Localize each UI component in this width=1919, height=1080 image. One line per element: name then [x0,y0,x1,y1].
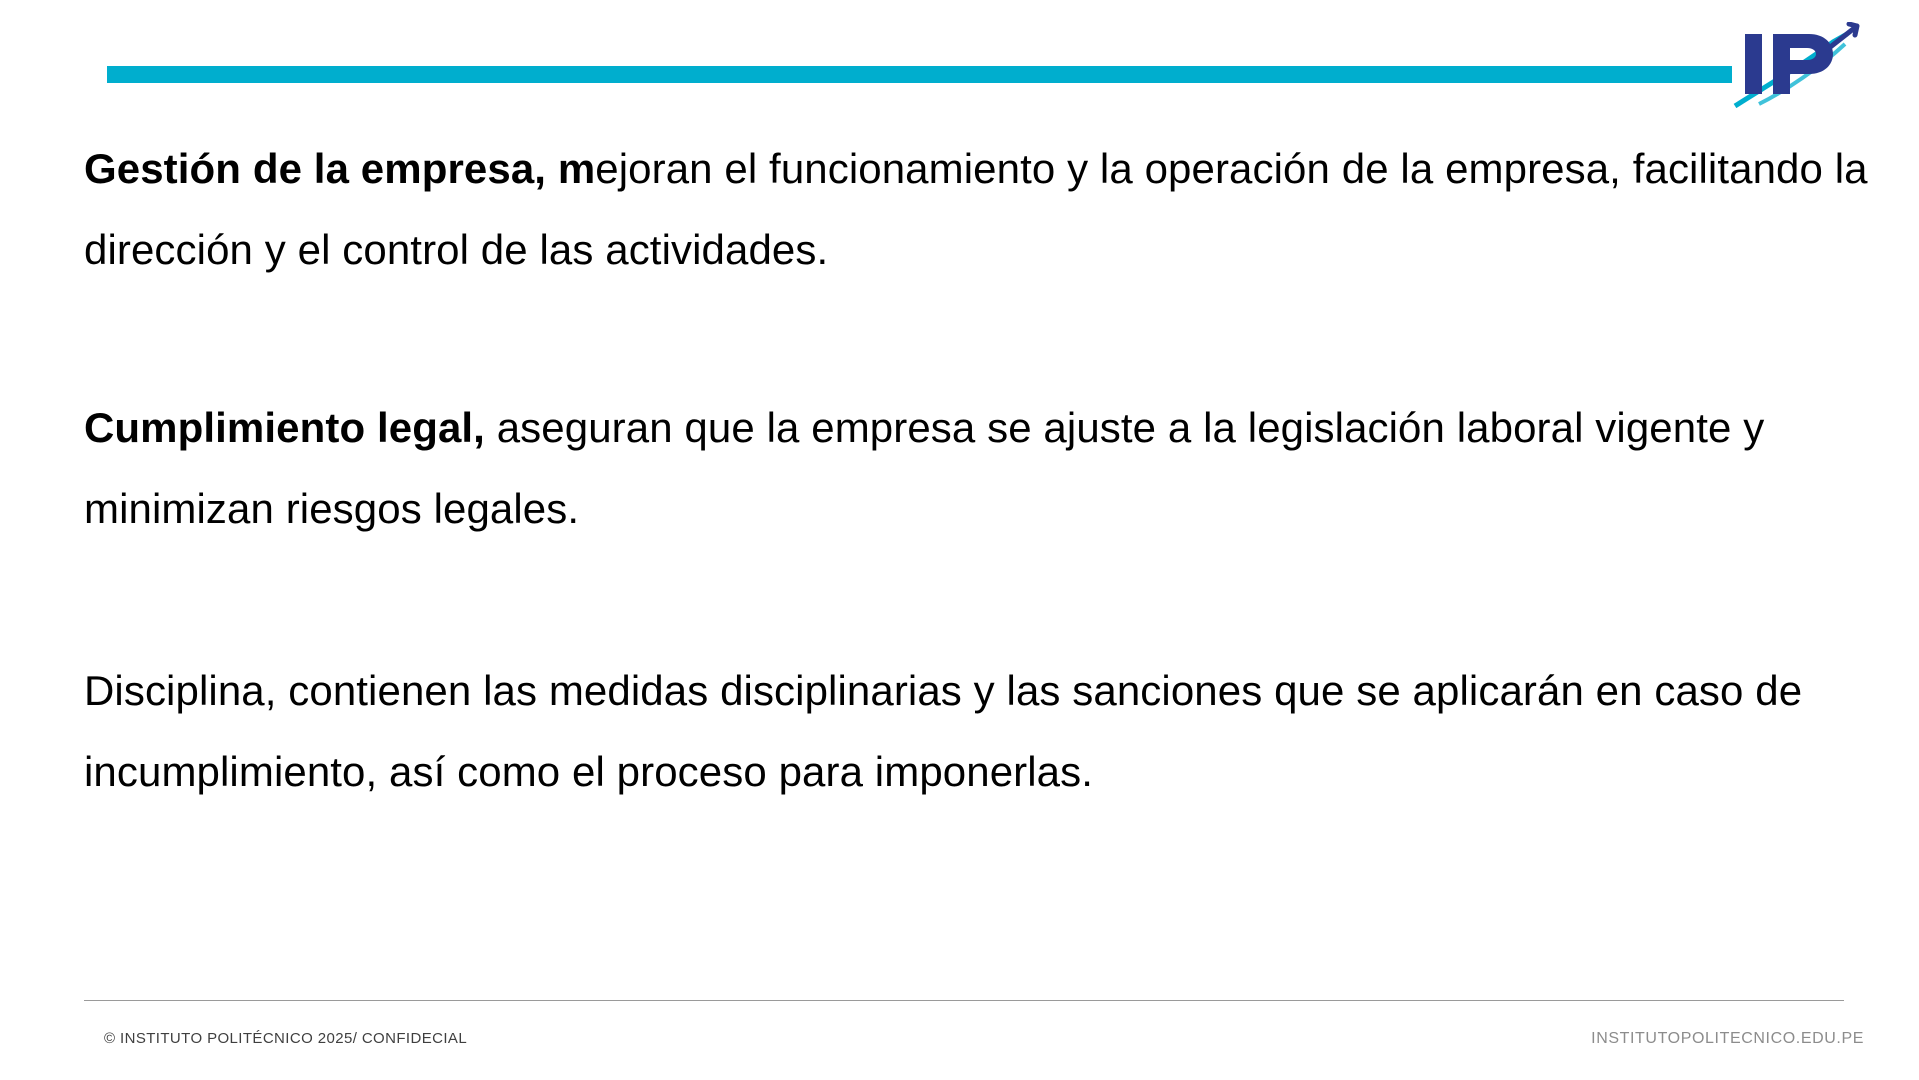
footer-divider [84,1000,1844,1001]
slide-body [84,128,1874,813]
footer-website: INSTITUTOPOLITECNICO.EDU.PE [1591,1030,1864,1047]
instituto-politecnico-logo [1729,22,1869,108]
paragraph-cumplimiento-legal [84,387,1874,550]
paragraph-disciplina [84,650,1874,813]
paragraph-2-text: aseguran que la empresa se ajuste a la legislación laboral vigente y minimizan riesgos legales. [84,403,1765,533]
paragraph-3-text: Disciplina, contienen las medidas disciplinarias y las sanciones que se aplicarán en caso de incumplimiento, así como el proceso para imponerlas. [84,666,1803,796]
paragraph-1-lead: Gestión de la empresa, m [84,145,596,192]
footer-copyright: © INSTITUTO POLITÉCNICO 2025/ CONFIDECIAL [104,1030,468,1047]
paragraph-2-lead: Cumplimiento legal, [84,403,485,451]
paragraph-gestion-empresa [84,128,1874,291]
header-accent-bar [107,66,1732,83]
paragraph-1-text: ejoran el funcionamiento y la operación de la empresa, facilitando la dirección y el control de las actividades. [84,145,1868,274]
